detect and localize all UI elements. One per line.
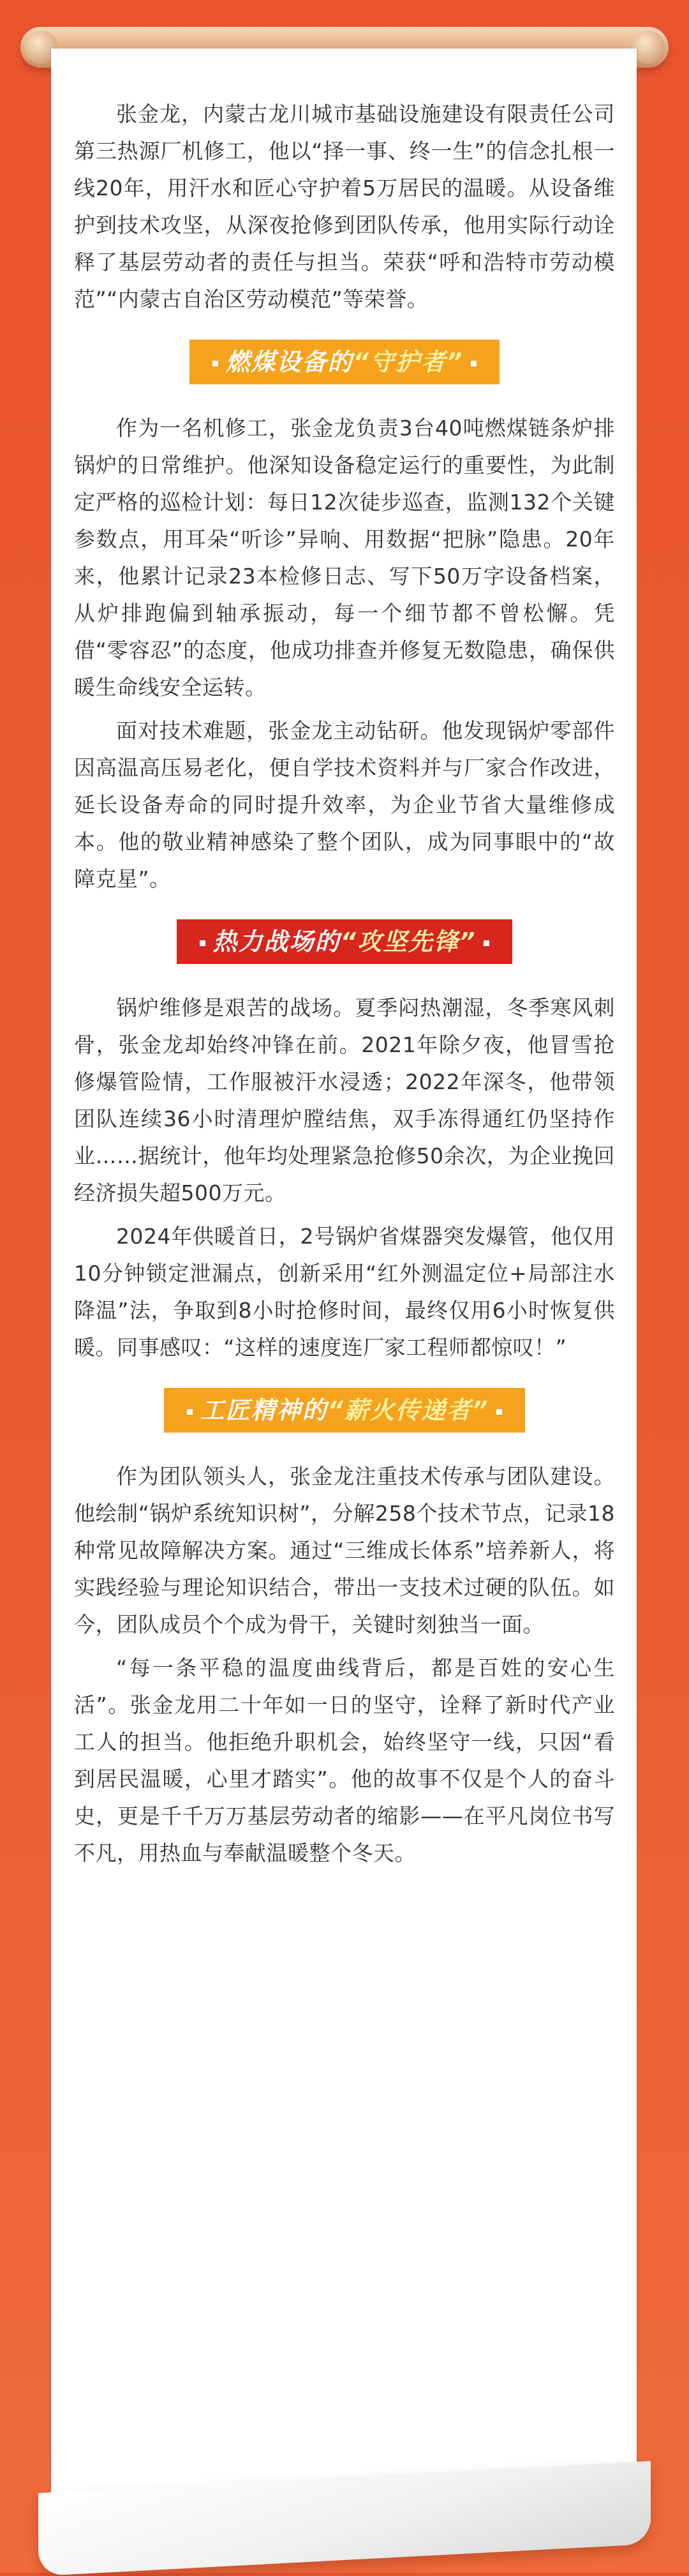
bullet-square-icon: [212, 361, 218, 366]
section-2-heading-main: 热力战场的: [212, 928, 341, 956]
bullet-square-icon: [471, 361, 477, 366]
section-1-paragraph-1: 作为一名机修工，张金龙负责3台40吨燃煤链条炉排锅炉的日常维护。他深知设备稳定运行的重要性，为此制定严格的巡检计划：每日12次徒步巡查，监测132个关键参数点，用耳朵“听诊”异响、用数据“把脉”隐患。20年来，他累计记录23本检修日志、写下50万字设备档案，从炉排跑偏到轴承振动，每一个细节都不曾松懈。凭借“零容忍”的态度，他成功排查并修复无数隐患，确保供暖生命线安全运转。: [74, 416, 615, 700]
section-3-heading-main: 工匠精神的: [200, 1396, 328, 1424]
section-2-paragraph-1: 锅炉维修是艰苦的战场。夏季闷热潮湿，冬季寒风刺骨，张金龙却始终冲锋在前。2021年除夕夜，他冒雪抢修爆管险情，工作服被汗水浸透；2022年深冬，他带领团队连续36小时清理炉膛结焦，双手冻得通红仍坚持作业……据统计，他年均处理紧急抢修50余次，为企业挽回经济损失超500万元。: [74, 995, 615, 1205]
section-2-heading: [177, 919, 513, 964]
section-1-paragraph-2: 面对技术难题，张金龙主动钻研。他发现锅炉零部件因高温高压易老化，便自学技术资料并与厂家合作改进，延长设备寿命的同时提升效率，为企业节省大量维修成本。他的敬业精神感染了整个团队，成为同事眼中的“故障克星”。: [74, 718, 615, 891]
section-2-heading-highlight: “攻坚先锋”: [340, 928, 477, 956]
section-3-heading-highlight: “薪火传递者”: [327, 1396, 489, 1424]
section-1-heading-highlight: “守护者”: [353, 348, 464, 376]
bullet-square-icon: [187, 1409, 193, 1415]
section-3-heading: [164, 1388, 526, 1433]
bullet-square-icon: [484, 940, 489, 946]
section-3-paragraph-2: “每一条平稳的温度曲线背后，都是百姓的安心生活”。张金龙用二十年如一日的坚守，诠释了新时代产业工人的担当。他拒绝升职机会，始终坚守一线，只因“看到居民温暖，心里才踏实”。他的故事不仅是个人的奋斗史，更是千千万万基层劳动者的缩影——在平凡岗位书写不凡，用热血与奉献温暖整个冬天。: [74, 1655, 615, 1865]
section-1-heading-main: 燃煤设备的: [225, 348, 353, 376]
section-2-heading-wrap: [74, 919, 615, 964]
section-3-heading-wrap: [74, 1388, 615, 1433]
section-3-paragraph-1: 作为团队领头人，张金龙注重技术传承与团队建设。他绘制“锅炉系统知识树”，分解258个技术节点，记录18种常见故障解决方案。通过“三维成长体系”培养新人，将实践经验与理论知识结合，带出一支技术过硬的队伍。如今，团队成员个个成为骨干，关键时刻独当一面。: [74, 1464, 615, 1637]
bullet-square-icon: [200, 940, 205, 946]
article-content: [74, 96, 615, 1872]
section-2-paragraph-2: 2024年供暖首日，2号锅炉省煤器突发爆管，他仅用10分钟锁定泄漏点，创新采用“红外测温定位+局部注水降温”法，争取到8小时抢修时间，最终仅用6小时恢复供暖。同事感叹：“这样的速度连厂家工程师都惊叹！”: [74, 1224, 615, 1360]
intro-paragraph: 张金龙，内蒙古龙川城市基础设施建设有限责任公司第三热源厂机修工，他以“择一事、终一生”的信念扎根一线20年，用汗水和匠心守护着5万居民的温暖。从设备维护到技术攻坚，从深夜抢修到团队传承，他用实际行动诠释了基层劳动者的责任与担当。荣获“呼和浩特市劳动模范”“内蒙古自治区劳动模范”等荣誉。: [74, 102, 615, 312]
bullet-square-icon: [496, 1409, 502, 1415]
section-1-heading: [189, 340, 500, 384]
section-1-heading-wrap: [74, 340, 615, 384]
